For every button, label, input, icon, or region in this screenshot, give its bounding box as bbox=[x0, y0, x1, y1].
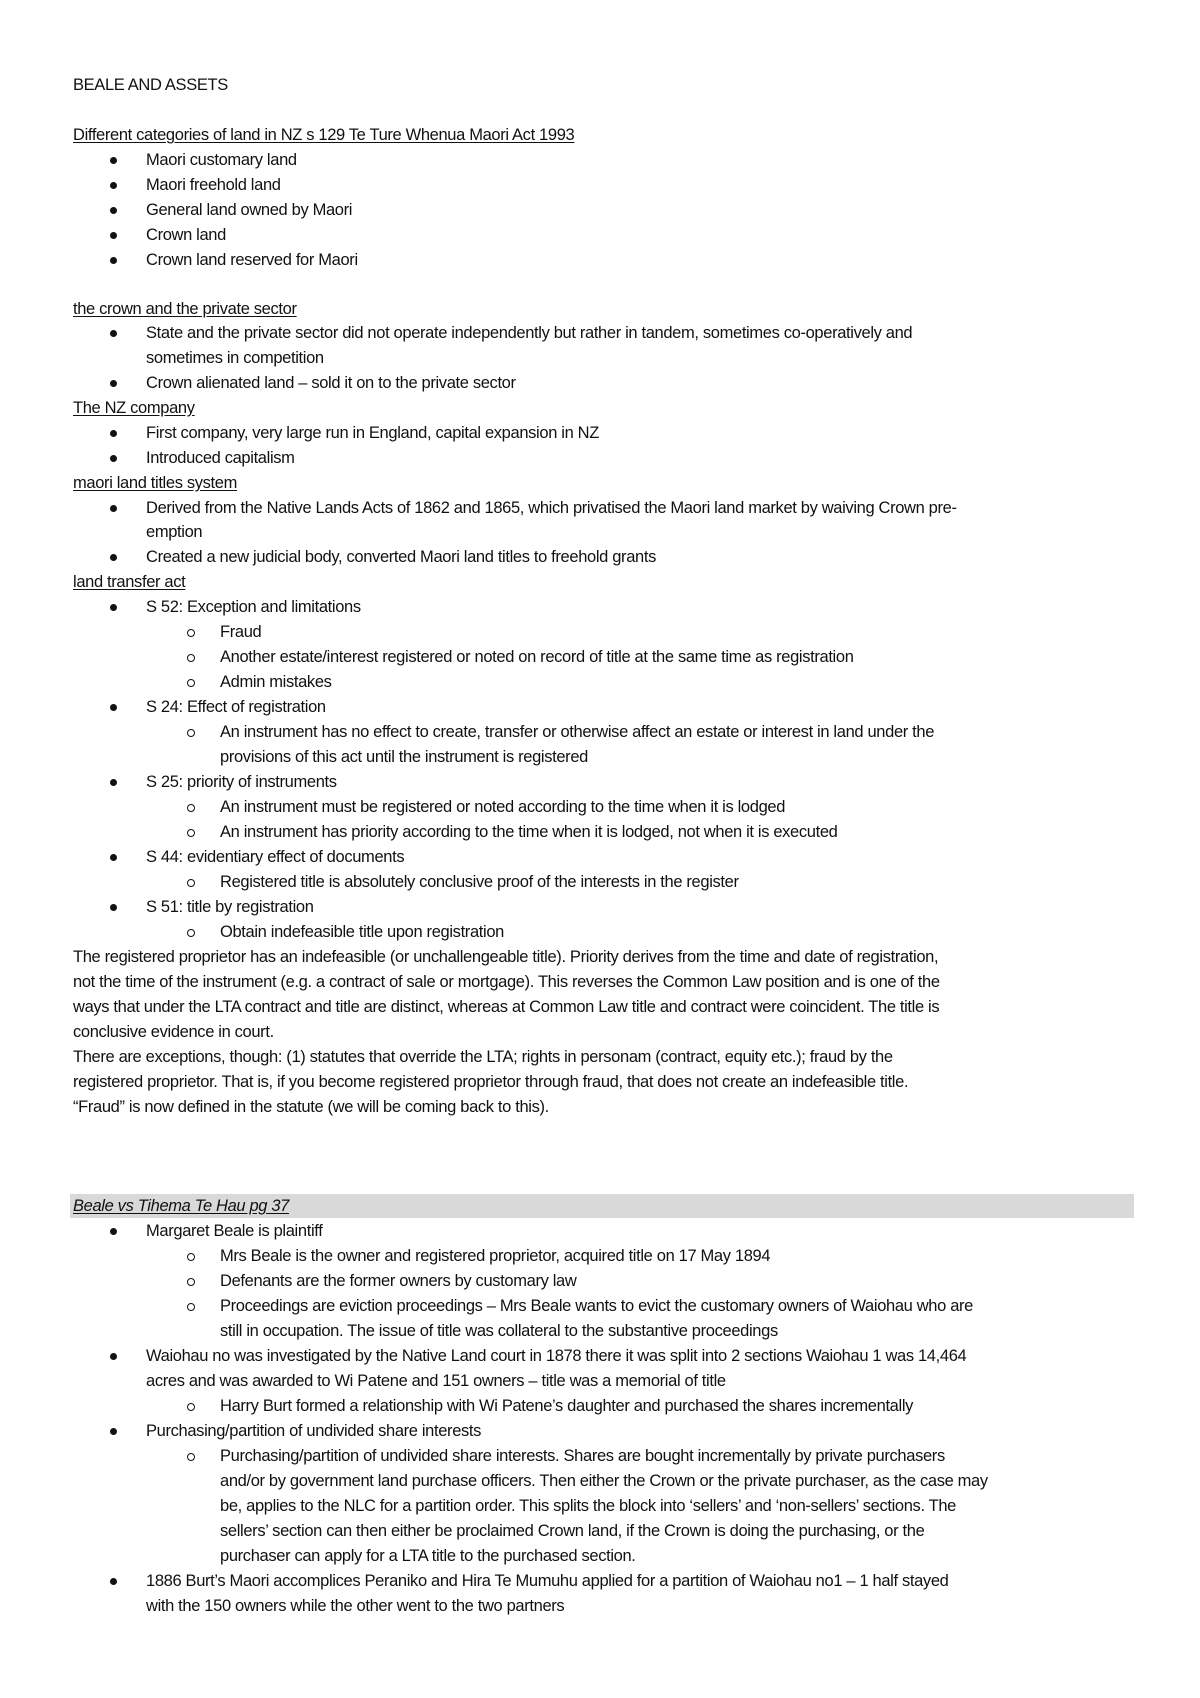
list-item: Maori customary land bbox=[146, 148, 297, 173]
list-item: Crown alienated land – sold it on to the private sector bbox=[146, 371, 516, 396]
list-item: General land owned by Maori bbox=[146, 198, 352, 223]
sub-list-item-continuation: still in occupation. The issue of title was collateral to the substantive proceedings bbox=[220, 1322, 778, 1340]
sub-list-item: Purchasing/partition of undivided share interests. Shares are bought incrementally by private purchasers bbox=[220, 1444, 945, 1469]
land-transfer-act-heading: land transfer act bbox=[73, 573, 186, 591]
paragraph-line: ways that under the LTA contract and title are distinct, whereas at Common Law title and contract were coincident. The title is bbox=[73, 998, 940, 1016]
list-item: S 51: title by registration bbox=[146, 895, 314, 920]
sub-list-item: Proceedings are eviction proceedings – Mrs Beale wants to evict the customary owners of Waiohau who are bbox=[220, 1294, 973, 1319]
sub-list-item-continuation: purchaser can apply for a LTA title to the purchased section. bbox=[220, 1547, 636, 1565]
list-item: Introduced capitalism bbox=[146, 446, 295, 471]
sub-list-item: Fraud bbox=[220, 620, 261, 645]
list-item: State and the private sector did not operate independently but rather in tandem, sometimes co-operatively and bbox=[146, 321, 912, 346]
sub-list-item: An instrument has priority according to the time when it is lodged, not when it is executed bbox=[220, 820, 838, 845]
land-categories-heading: Different categories of land in NZ s 129 Te Ture Whenua Maori Act 1993 bbox=[73, 126, 575, 144]
sub-list-item: Defenants are the former owners by customary law bbox=[220, 1269, 576, 1294]
sub-list-item-continuation: and/or by government land purchase officers. Then either the Crown or the private purchaser, as the case may bbox=[220, 1472, 988, 1490]
sub-list-item: Obtain indefeasible title upon registration bbox=[220, 920, 504, 945]
sub-list-item: Another estate/interest registered or noted on record of title at the same time as registration bbox=[220, 645, 854, 670]
list-item-continuation: sometimes in competition bbox=[146, 349, 324, 367]
list-item: Derived from the Native Lands Acts of 1862 and 1865, which privatised the Maori land market by waiving Crown pre- bbox=[146, 496, 957, 521]
list-item: Margaret Beale is plaintiff bbox=[146, 1219, 322, 1244]
document-title: BEALE AND ASSETS bbox=[73, 76, 228, 94]
list-item: Purchasing/partition of undivided share interests bbox=[146, 1419, 481, 1444]
list-item: S 25: priority of instruments bbox=[146, 770, 337, 795]
paragraph-line: not the time of the instrument (e.g. a contract of sale or mortgage). This reverses the Common Law position and is one of the bbox=[73, 973, 940, 991]
list-item-continuation: emption bbox=[146, 523, 203, 541]
paragraph-line: conclusive evidence in court. bbox=[73, 1023, 274, 1041]
list-item-continuation: acres and was awarded to Wi Patene and 151 owners – title was a memorial of title bbox=[146, 1372, 726, 1390]
sub-list-item: Mrs Beale is the owner and registered proprietor, acquired title on 17 May 1894 bbox=[220, 1244, 770, 1269]
sub-list-item: Harry Burt formed a relationship with Wi Patene’s daughter and purchased the shares incrementally bbox=[220, 1394, 913, 1419]
crown-private-heading: the crown and the private sector bbox=[73, 300, 297, 318]
sub-list-item: Registered title is absolutely conclusive proof of the interests in the register bbox=[220, 870, 739, 895]
paragraph-line: “Fraud” is now defined in the statute (we will be coming back to this). bbox=[73, 1098, 549, 1116]
paragraph-line: There are exceptions, though: (1) statutes that override the LTA; rights in personam (contract, equity etc.); fraud by the bbox=[73, 1048, 893, 1066]
beale-case-heading: Beale vs Tihema Te Hau pg 37 bbox=[73, 1197, 289, 1215]
sub-list-item: An instrument must be registered or noted according to the time when it is lodged bbox=[220, 795, 785, 820]
sub-list-item-continuation: sellers’ section can then either be proclaimed Crown land, if the Crown is doing the purchasing, or the bbox=[220, 1522, 925, 1540]
list-item: S 44: evidentiary effect of documents bbox=[146, 845, 404, 870]
list-item: First company, very large run in England, capital expansion in NZ bbox=[146, 421, 599, 446]
list-item: Created a new judicial body, converted Maori land titles to freehold grants bbox=[146, 545, 656, 570]
list-item-continuation: with the 150 owners while the other went to the two partners bbox=[146, 1597, 565, 1615]
sub-list-item: An instrument has no effect to create, transfer or otherwise affect an estate or interest in land under the bbox=[220, 720, 934, 745]
list-item: S 52: Exception and limitations bbox=[146, 595, 361, 620]
list-item: Waiohau no was investigated by the Native Land court in 1878 there it was split into 2 sections Waiohau 1 was 14,464 bbox=[146, 1344, 966, 1369]
nz-company-heading: The NZ company bbox=[73, 399, 195, 417]
list-item: Maori freehold land bbox=[146, 173, 281, 198]
list-item: Crown land bbox=[146, 223, 226, 248]
paragraph-line: The registered proprietor has an indefeasible (or unchallengeable title). Priority derives from the time and date of registration, bbox=[73, 948, 939, 966]
list-item: 1886 Burt’s Maori accomplices Peraniko and Hira Te Mumuhu applied for a partition of Waiohau no1 – 1 half stayed bbox=[146, 1569, 948, 1594]
list-item: S 24: Effect of registration bbox=[146, 695, 326, 720]
sub-list-item: Admin mistakes bbox=[220, 670, 332, 695]
paragraph-line: registered proprietor. That is, if you become registered proprietor through fraud, that does not create an indefeasible title. bbox=[73, 1073, 909, 1091]
sub-list-item-continuation: be, applies to the NLC for a partition order. This splits the block into ‘sellers’ and ‘non-sellers’ sections. The bbox=[220, 1497, 956, 1515]
sub-list-item-continuation: provisions of this act until the instrument is registered bbox=[220, 748, 588, 766]
list-item: Crown land reserved for Maori bbox=[146, 248, 358, 273]
land-titles-heading: maori land titles system bbox=[73, 474, 237, 492]
